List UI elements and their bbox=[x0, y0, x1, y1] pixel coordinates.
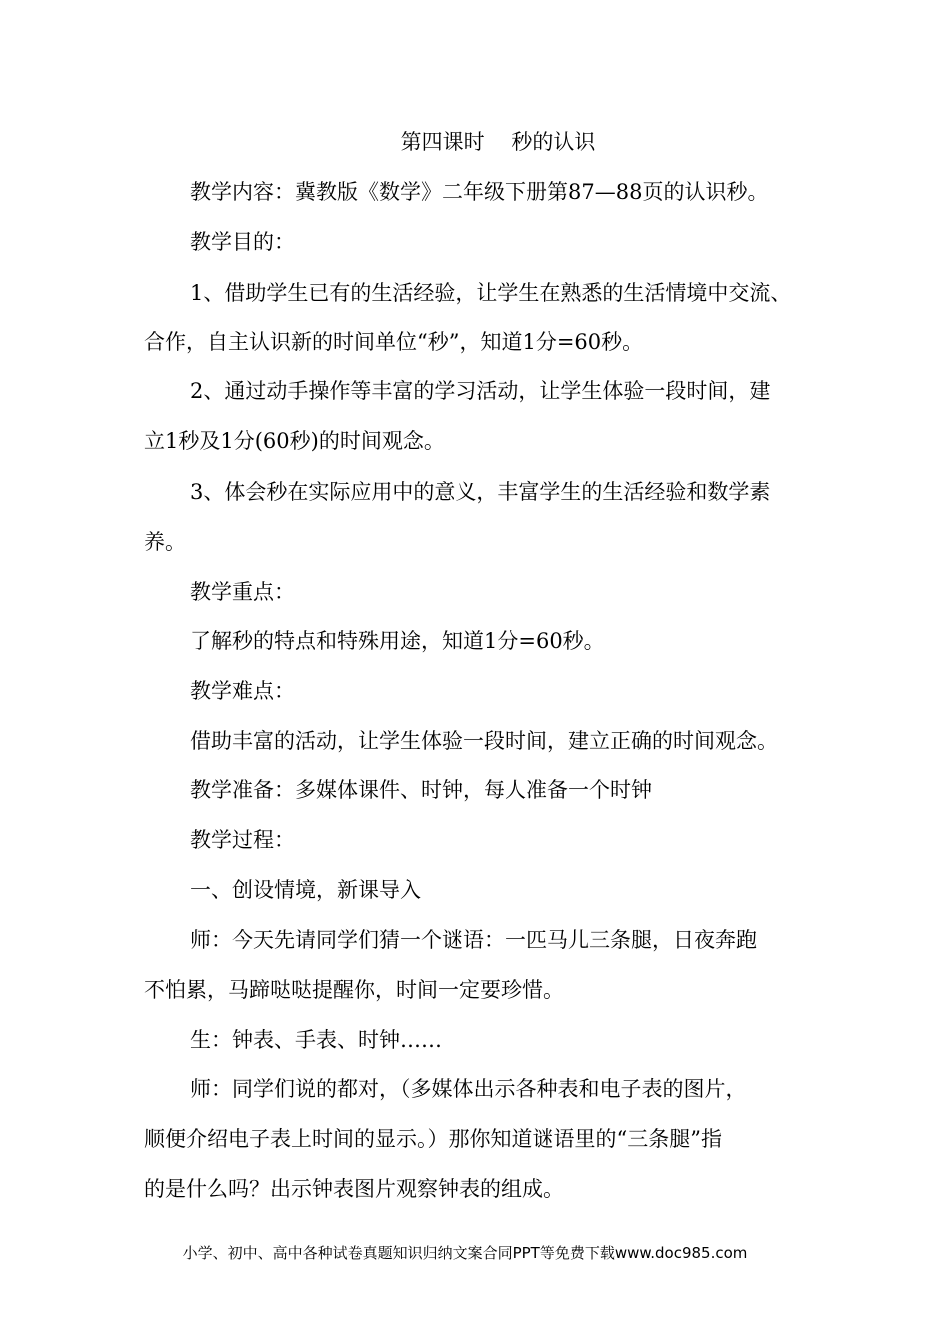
process-heading: 教学过程： bbox=[190, 828, 295, 852]
goals-heading: 教学目的： bbox=[190, 230, 295, 254]
difficulty-heading: 教学难点： bbox=[190, 679, 295, 703]
key-points-heading: 教学重点： bbox=[190, 580, 295, 604]
lesson-title: 第四课时 秒的认识 bbox=[400, 130, 596, 154]
teacher-response-line-3: 的是什么吗？出示钟表图片观察钟表的组成。 bbox=[144, 1177, 564, 1201]
student-answer: 生：钟表、手表、时钟…… bbox=[190, 1028, 442, 1052]
footer-watermark: 小学、初中、高中各种试卷真题知识归纳文案合同PPT等免费下载www.doc985.com bbox=[182, 1244, 748, 1262]
goal-3-line-2: 养。 bbox=[144, 530, 186, 554]
difficulty-text: 借助丰富的活动，让学生体验一段时间，建立正确的时间观念。 bbox=[190, 729, 778, 753]
teaching-content: 教学内容：冀教版《数学》二年级下册第87—88页的认识秒。 bbox=[190, 180, 769, 204]
goal-1-line-1: 1、借助学生已有的生活经验，让学生在熟悉的生活情境中交流、 bbox=[190, 281, 792, 305]
preparation-line: 教学准备：多媒体课件、时钟，每人准备一个时钟 bbox=[190, 778, 652, 802]
teacher-response-line-2: 顺便介绍电子表上时间的显示。）那你知道谜语里的“三条腿”指 bbox=[144, 1127, 722, 1151]
goal-3-line-1: 3、体会秒在实际应用中的意义，丰富学生的生活经验和数学素 bbox=[190, 480, 771, 504]
goal-2-line-1: 2、通过动手操作等丰富的学习活动，让学生体验一段时间，建 bbox=[190, 379, 771, 403]
teacher-response-line-1: 师：同学们说的都对，（多媒体出示各种表和电子表的图片， bbox=[190, 1077, 747, 1101]
section-1-heading: 一、创设情境，新课导入 bbox=[190, 878, 421, 902]
goal-2-line-2: 立1秒及1分(60秒)的时间观念。 bbox=[144, 429, 445, 453]
teacher-riddle-line-2: 不怕累，马蹄哒哒提醒你，时间一定要珍惜。 bbox=[144, 978, 564, 1002]
key-points-text: 了解秒的特点和特殊用途，知道1分=60秒。 bbox=[190, 629, 605, 653]
teacher-riddle-line-1: 师：今天先请同学们猜一个谜语：一匹马儿三条腿，日夜奔跑 bbox=[190, 928, 757, 952]
goal-1-line-2: 合作，自主认识新的时间单位“秒”，知道1分=60秒。 bbox=[144, 330, 644, 354]
